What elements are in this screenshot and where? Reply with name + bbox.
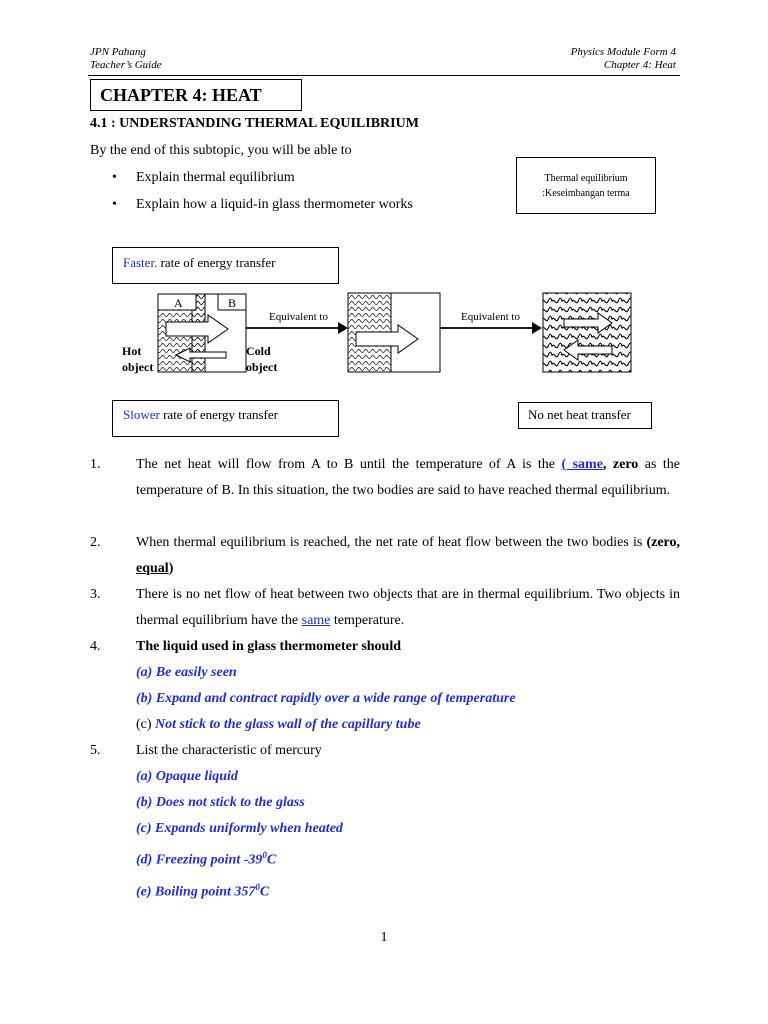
- slower-rest: rate of energy transfer: [159, 407, 278, 422]
- answer-same: ( same: [561, 457, 603, 472]
- faster-rest: rate of energy transfer: [157, 255, 276, 270]
- objective-item: [112, 197, 413, 213]
- section-title: 4.1 : UNDERSTANDING THERMAL EQUILIBRIUM: [90, 116, 419, 131]
- header-right: [571, 46, 676, 72]
- label-b: B: [228, 296, 237, 310]
- header-module: Physics Module Form 4: [570, 46, 676, 58]
- objective-text: Explain thermal equilibrium: [136, 170, 295, 185]
- hot-object-label: Hot object: [122, 344, 154, 374]
- object-equivalent-1: [348, 293, 440, 372]
- intro-text: By the end of this subtopic, you will be able to: [90, 143, 352, 158]
- faster-word: Faster.: [123, 255, 158, 270]
- page-number: 1: [380, 930, 388, 945]
- answer-equal: equal: [136, 561, 169, 576]
- no-net-heat-box: No net heat transfer: [518, 402, 652, 429]
- cold-object-label: Cold object: [246, 344, 278, 374]
- objective-text: Explain how a liquid-in glass thermometer works: [136, 197, 413, 212]
- chapter-title: CHAPTER 4: HEAT: [90, 79, 302, 111]
- term-box: [516, 157, 656, 214]
- equivalent-label-1: Equivalent to: [269, 311, 328, 323]
- slower-rate-box: [112, 400, 339, 437]
- equivalent-label-2: Equivalent to: [461, 311, 520, 323]
- term-malay: :Keseimbangan terma: [542, 188, 630, 199]
- header-rule: [88, 75, 680, 76]
- object-equilibrium: [543, 293, 631, 372]
- faster-rate-box: [112, 247, 339, 284]
- term-english: Thermal equilibrium: [544, 173, 628, 184]
- header-school: JPN Pahang: [90, 46, 146, 58]
- object-pair-a-b: [158, 294, 246, 372]
- header-chapter: Chapter 4: Heat: [603, 59, 676, 71]
- answer-same-temp: same: [301, 613, 331, 628]
- label-a: A: [174, 296, 183, 310]
- header-left: [90, 46, 162, 72]
- bullet: •: [112, 197, 117, 212]
- header-guide: Teacher’s Guide: [90, 59, 162, 71]
- slower-word: Slower: [123, 407, 160, 422]
- bullet: •: [112, 170, 117, 185]
- thermal-equilibrium-diagram: [112, 288, 642, 400]
- objective-item: [112, 170, 295, 186]
